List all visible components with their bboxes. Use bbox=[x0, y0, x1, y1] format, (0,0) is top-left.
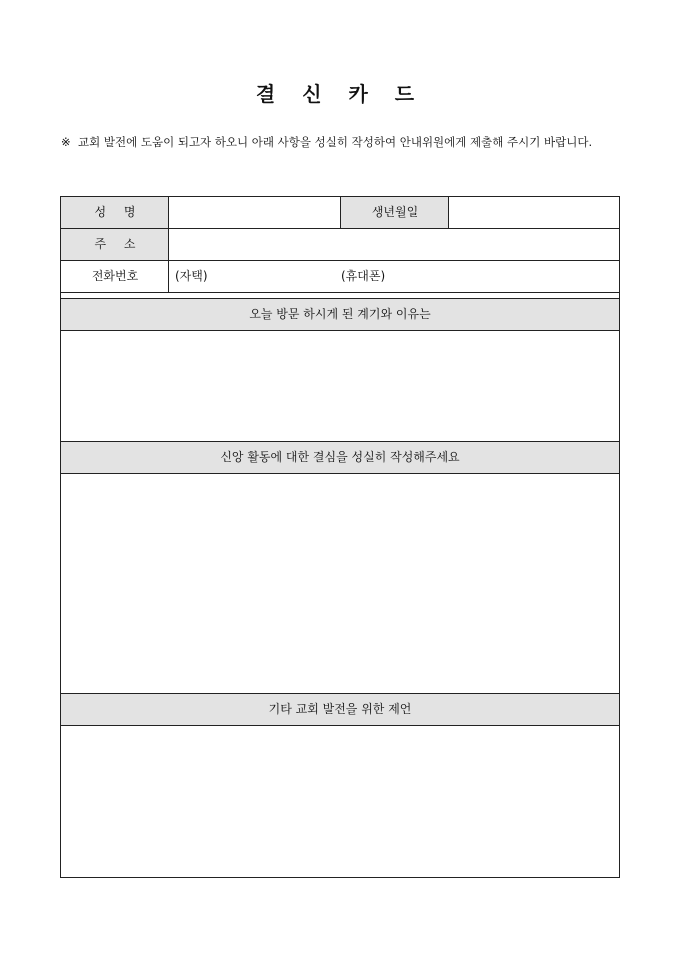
birth-label: 생년월일 bbox=[341, 197, 449, 228]
mobile-phone-label: (휴대폰) bbox=[341, 269, 386, 283]
home-phone-label: (자택) bbox=[175, 269, 208, 283]
section1-answer[interactable] bbox=[61, 331, 619, 441]
section1-header: 오늘 방문 하시게 된 계기와 이유는 bbox=[61, 299, 619, 330]
section2-header: 신앙 활동에 대한 결심을 성실히 작성해주세요 bbox=[61, 442, 619, 473]
section3-header: 기타 교회 발전을 위한 제언 bbox=[61, 694, 619, 725]
mobile-phone-field[interactable] bbox=[341, 261, 619, 292]
notice bbox=[61, 133, 623, 151]
section2-answer[interactable] bbox=[61, 474, 619, 693]
name-label: 성 명 bbox=[61, 197, 169, 228]
home-phone-field[interactable] bbox=[169, 261, 341, 292]
registration-form bbox=[60, 196, 620, 878]
notice-mark: ※ bbox=[61, 135, 71, 149]
page-title: 결 신 카 드 bbox=[255, 82, 425, 106]
address-field[interactable] bbox=[169, 229, 619, 260]
birth-field[interactable] bbox=[449, 197, 619, 228]
address-label: 주 소 bbox=[61, 229, 169, 260]
name-field[interactable] bbox=[169, 197, 341, 228]
notice-text: 교회 발전에 도움이 되고자 하오니 아래 사항을 성실히 작성하여 안내위원에게 제출해 주시기 바랍니다. bbox=[78, 135, 593, 149]
section3-answer[interactable] bbox=[61, 726, 619, 877]
phone-label: 전화번호 bbox=[61, 261, 169, 292]
